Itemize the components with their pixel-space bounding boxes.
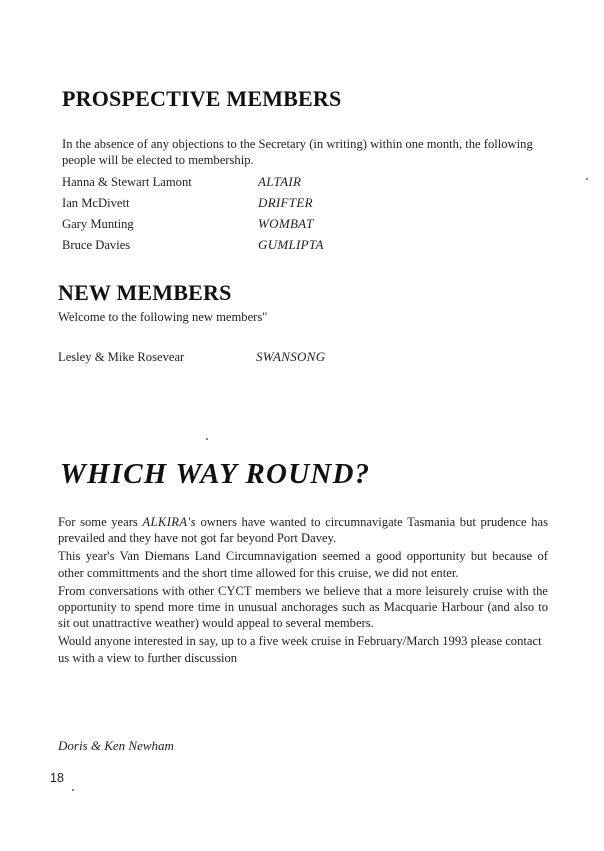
member-boat: GUMLIPTA	[258, 237, 324, 252]
member-name: Lesley & Mike Rosevear	[58, 350, 185, 364]
new-members-intro: Welcome to the following new members"	[58, 310, 268, 324]
member-name: Gary Munting	[62, 217, 134, 231]
member-boat: WOMBAT	[258, 216, 314, 231]
article-body	[58, 514, 548, 668]
member-name: Bruce Davies	[62, 238, 131, 252]
member-boat: DRIFTER	[258, 195, 313, 210]
article-title: WHICH WAY ROUND?	[60, 458, 371, 490]
page-number: 18	[50, 771, 64, 785]
member-boat: SWANSONG	[256, 349, 326, 364]
member-boat: ALTAIR	[258, 174, 302, 189]
prospective-members-heading: PROSPECTIVE MEMBERS	[62, 86, 342, 111]
boat-name-alkira: ALKIRA's	[142, 515, 196, 529]
member-name: Ian McDivett	[62, 196, 130, 210]
prospective-intro: In the absence of any objections to the Secretary (in writing) within one month, the following people will be elected to membership.	[62, 137, 533, 168]
p1-before: For some years	[58, 515, 143, 529]
scan-speck	[72, 789, 74, 791]
article-paragraph-3: From conversations with other CYCT members we believe that a more leisurely cruise with the opportunity to spend more time in unusual anchorages such as Macquarie Harbour (and also to sit out unattractive weather) would appeal to several members.	[58, 583, 548, 631]
new-members-heading: NEW MEMBERS	[58, 280, 232, 305]
article-paragraph-2: This year's Van Diemans Land Circumnavigation seemed a good opportunity but because of other committments and the short time allowed for this cruise, we did not enter.	[58, 549, 548, 580]
article-paragraph-1	[58, 514, 548, 546]
article-paragraph-4: Would anyone interested in say, up to a five week cruise in February/March 1993 please contact us with a view to further discussion	[58, 634, 542, 665]
p1-after: owners have wanted to circumnavigate Tasmania but prudence has prevailed and they have not got far beyond Port Davey.	[58, 515, 548, 546]
scan-speck	[586, 178, 588, 180]
signature: Doris & Ken Newham	[58, 738, 174, 753]
member-name: Hanna & Stewart Lamont	[62, 175, 192, 189]
scan-speck	[206, 438, 208, 440]
